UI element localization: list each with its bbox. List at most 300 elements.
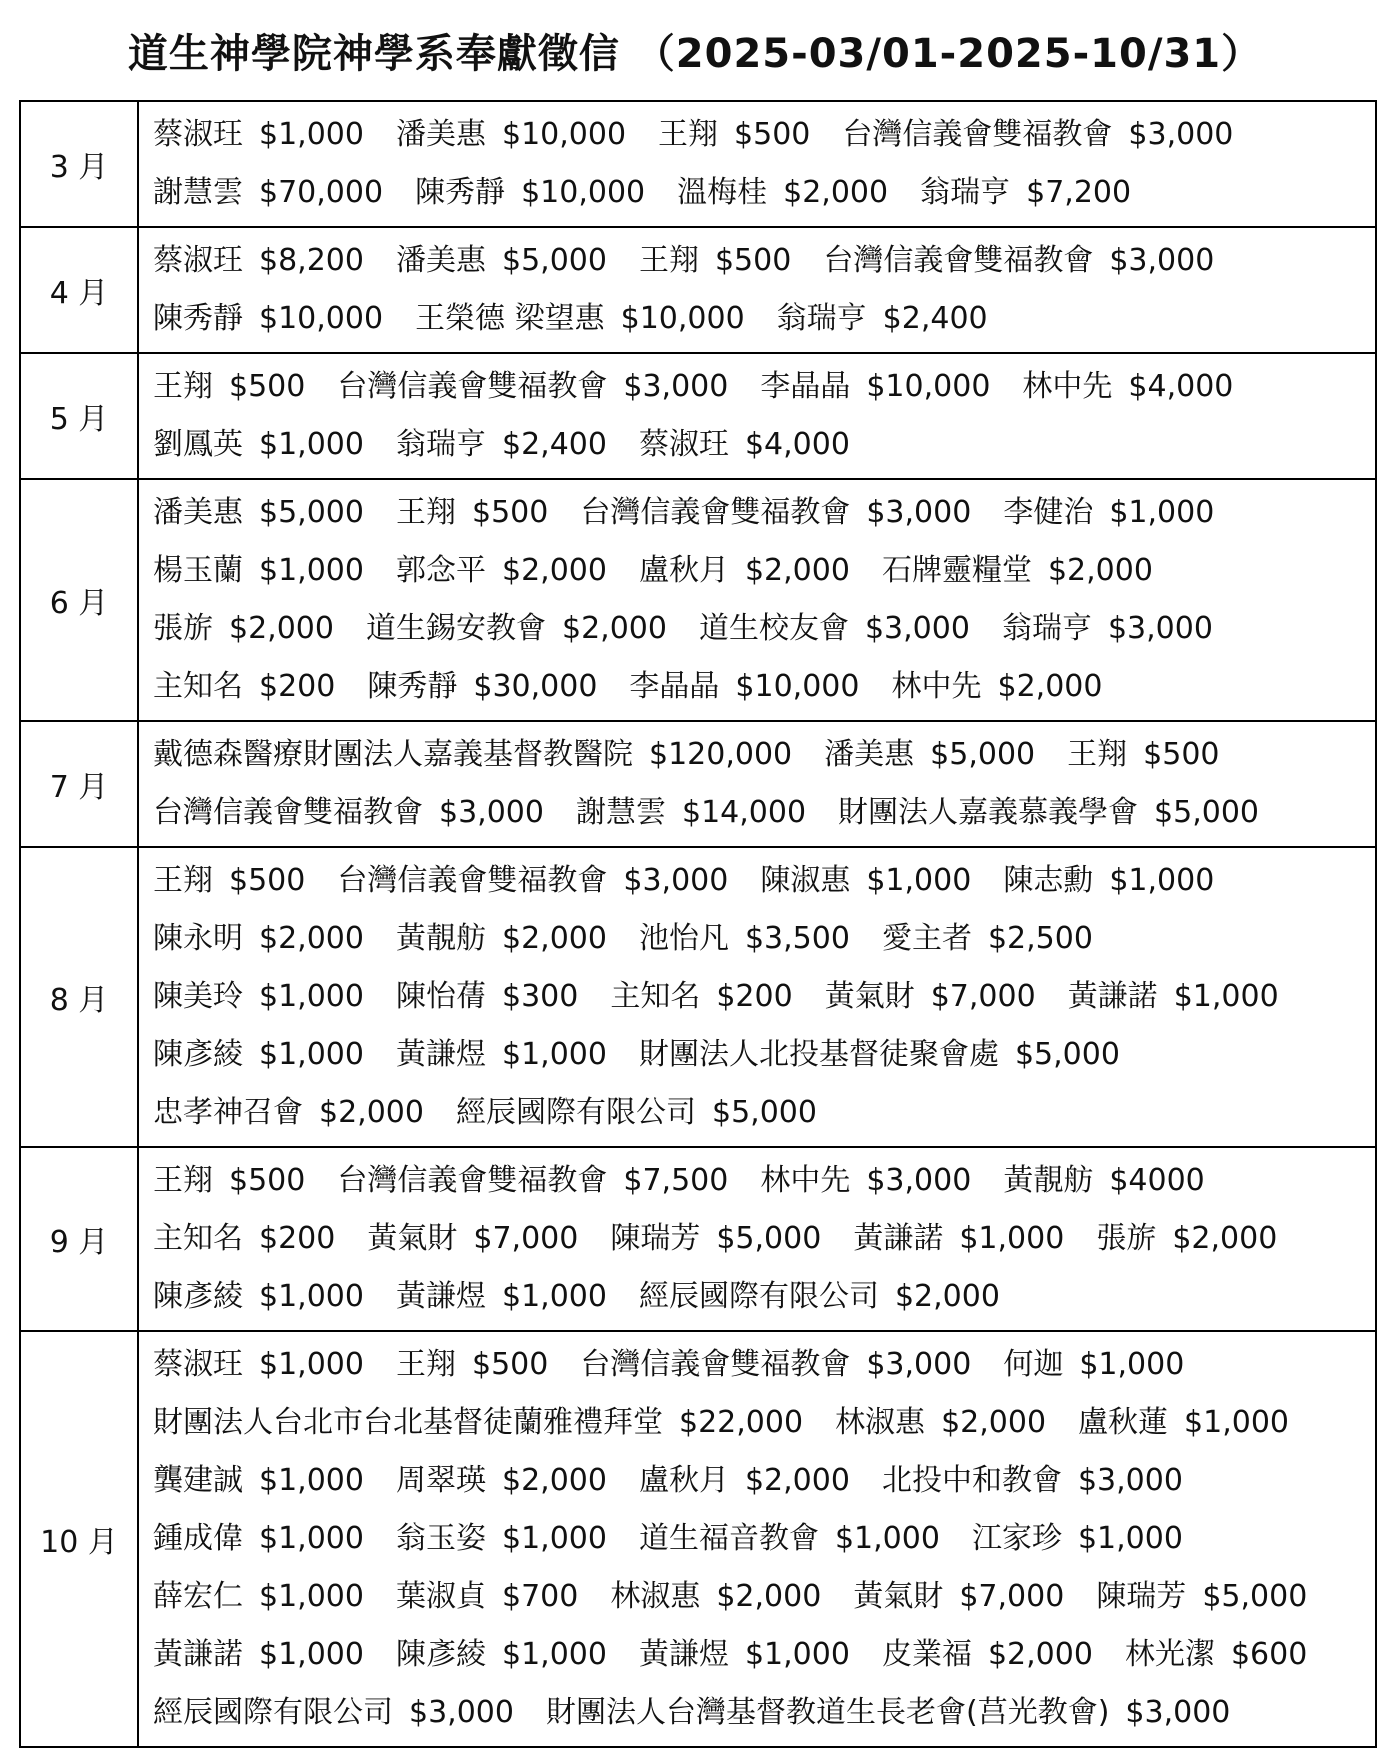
donor-name: 陳志勳 [1003, 863, 1094, 898]
donor-name: 黃謙煜 [395, 1279, 486, 1314]
donor-name: 台灣信義會雙福教會 [580, 1347, 851, 1382]
donation-entry [153, 358, 305, 416]
donation-amount: $7,000 [473, 1221, 579, 1256]
donation-amount: $3,000 [1107, 611, 1213, 646]
donor-name: 翁玉姿 [395, 1521, 486, 1556]
donation-amount: $10,000 [521, 175, 646, 210]
donation-line [153, 232, 1375, 290]
donation-amount: $14,000 [681, 795, 807, 830]
donation-amount: $1,000 [259, 979, 364, 1014]
donation-entry [1003, 852, 1214, 910]
donor-name: 黃謙諾 [1067, 979, 1158, 1014]
donor-name: 黃謙諾 [153, 1637, 243, 1672]
donor-name: 陳瑞芳 [610, 1221, 701, 1256]
donor-name: 楊玉蘭 [153, 553, 243, 588]
donation-entry [153, 106, 364, 164]
donation-entry [153, 1026, 364, 1084]
donation-entry [610, 968, 792, 1026]
donation-entry [153, 910, 364, 968]
donation-entry [153, 290, 383, 348]
donor-name: 李晶晶 [629, 669, 720, 704]
donor-name: 財團法人台灣基督教道生長老會(莒光教會) [545, 1695, 1110, 1730]
donor-name: 台灣信義會雙福教會 [823, 243, 1094, 278]
donation-amount: $1,000 [259, 427, 364, 462]
donation-entry [639, 1626, 850, 1684]
donor-name: 潘美惠 [395, 243, 486, 278]
donor-name: 黃謙諾 [853, 1221, 944, 1256]
donation-amount: $4000 [1109, 1163, 1205, 1198]
donation-amount: $10,000 [620, 301, 745, 336]
donor-name: 主知名 [153, 1221, 243, 1256]
donation-amount: $2,400 [882, 301, 988, 336]
month-row [20, 847, 1376, 1147]
donor-name: 蔡淑玨 [153, 117, 243, 152]
donation-entry [760, 358, 990, 416]
donation-entry [367, 1210, 578, 1268]
donation-entry [153, 1084, 424, 1142]
donation-amount: $7,500 [623, 1163, 729, 1198]
donation-entry [153, 658, 335, 716]
donation-entry [153, 726, 792, 784]
donation-amount: $2,000 [997, 669, 1103, 704]
donation-entry [1022, 358, 1233, 416]
donation-line [153, 1510, 1375, 1568]
donation-entry [153, 600, 334, 658]
donor-name: 王翔 [153, 1163, 213, 1198]
donation-amount: $1,000 [259, 1579, 364, 1614]
donation-amount: $500 [229, 369, 306, 404]
donation-entries [138, 353, 1376, 479]
donor-name: 經辰國際有限公司 [455, 1095, 696, 1130]
donation-entry [853, 1568, 1064, 1626]
donor-name: 池怡凡 [638, 921, 729, 956]
donor-name: 王翔 [1067, 737, 1128, 772]
donation-entry [396, 1336, 548, 1394]
donation-amount: $2,000 [259, 921, 364, 956]
donation-entry [1096, 1568, 1307, 1626]
donation-amount: $10,000 [866, 369, 991, 404]
donation-amount: $1,000 [1079, 1347, 1185, 1382]
month-row [20, 1147, 1376, 1331]
donation-amount: $10,000 [735, 669, 860, 704]
donation-entry [838, 784, 1259, 842]
donation-amount: $500 [229, 863, 306, 898]
donation-amount: $8,200 [259, 243, 364, 278]
donor-name: 翁瑞亨 [920, 175, 1011, 210]
donation-entry [629, 658, 859, 716]
donation-amount: $2,000 [319, 1095, 424, 1130]
donation-entry [1067, 726, 1219, 784]
donation-entry [825, 968, 1036, 1026]
donor-name: 郭念平 [395, 553, 486, 588]
donation-entries [138, 479, 1376, 721]
donation-amount: $1,000 [501, 1037, 607, 1072]
donation-amount: $1,000 [866, 863, 972, 898]
donation-amount: $1,000 [1184, 1405, 1290, 1440]
donation-entry [1003, 1336, 1184, 1394]
donation-amount: $2,000 [783, 175, 889, 210]
donation-amount: $1,000 [259, 553, 364, 588]
donation-entry [396, 1568, 578, 1626]
donation-line [153, 1026, 1375, 1084]
donor-name: 盧秋蓮 [1078, 1405, 1169, 1440]
donation-amount: $30,000 [473, 669, 598, 704]
donor-name: 王翔 [638, 243, 699, 278]
donation-table [19, 100, 1377, 1748]
donation-amount: $7,200 [1026, 175, 1132, 210]
donation-amount: $1,000 [501, 1521, 607, 1556]
donation-entry [153, 232, 364, 290]
donation-entry [610, 1210, 821, 1268]
donor-name: 林中先 [1022, 369, 1113, 404]
donation-entry [153, 852, 305, 910]
donation-entry [677, 164, 888, 222]
donor-name: 陳淑惠 [760, 863, 851, 898]
donation-entry [396, 910, 607, 968]
donation-entry [153, 164, 383, 222]
donation-amount: $1,000 [744, 1637, 850, 1672]
donation-entry [639, 416, 850, 474]
donation-amount: $2,000 [941, 1405, 1047, 1440]
donor-name: 黃靚舫 [1003, 1163, 1094, 1198]
donation-amount: $500 [229, 1163, 306, 1198]
donation-amount: $3,000 [623, 863, 729, 898]
donation-entry [1003, 1152, 1204, 1210]
donor-name: 台灣信義會雙福教會 [337, 369, 608, 404]
donation-amount: $2,400 [501, 427, 607, 462]
donation-amount: $3,000 [439, 795, 544, 830]
donation-line [153, 542, 1375, 600]
donor-name: 蔡淑玨 [153, 243, 243, 278]
donation-amount: $1,000 [959, 1221, 1065, 1256]
donation-entry [580, 484, 971, 542]
donor-name: 盧秋月 [638, 1463, 729, 1498]
donation-entry [1078, 1394, 1289, 1452]
donation-amount: $70,000 [259, 175, 384, 210]
donation-amount: $5,000 [1014, 1037, 1120, 1072]
donation-entry [153, 1336, 364, 1394]
donor-name: 台灣信義會雙福教會 [337, 863, 608, 898]
donation-amount: $5,000 [1202, 1579, 1308, 1614]
donation-amount: $22,000 [679, 1405, 804, 1440]
donation-line [153, 1268, 1375, 1326]
donor-name: 盧秋月 [638, 553, 729, 588]
donation-entry [882, 910, 1093, 968]
donor-name: 黃氣財 [367, 1221, 458, 1256]
donation-entry [153, 1510, 364, 1568]
donation-line [153, 290, 1375, 348]
donor-name: 道生校友會 [698, 611, 849, 646]
donation-entry [1002, 600, 1213, 658]
donation-line [153, 1626, 1375, 1684]
donation-entry [153, 1568, 364, 1626]
donation-entry [824, 726, 1035, 784]
donor-name: 主知名 [153, 669, 243, 704]
donor-name: 謝慧雲 [153, 175, 243, 210]
donor-name: 林淑惠 [835, 1405, 926, 1440]
donor-name: 張旂 [1096, 1221, 1157, 1256]
month-label: 6 月 [20, 479, 138, 721]
donation-amount: $500 [734, 117, 811, 152]
donation-amount: $3,000 [623, 369, 729, 404]
donor-name: 台灣信義會雙福教會 [337, 1163, 608, 1198]
donor-name: 陳秀靜 [415, 175, 506, 210]
donation-entry [396, 484, 548, 542]
donation-amount: $1,000 [259, 1037, 364, 1072]
donation-amount: $1,000 [259, 1347, 364, 1382]
donation-entry [639, 1452, 850, 1510]
donation-entries [138, 1331, 1376, 1747]
donation-amount: $2,000 [1047, 553, 1153, 588]
donation-entry [153, 1268, 364, 1326]
donation-amount: $2,000 [987, 1637, 1093, 1672]
month-row [20, 353, 1376, 479]
donor-name: 江家珍 [971, 1521, 1062, 1556]
month-row [20, 101, 1376, 227]
donor-name: 道生錫安教會 [365, 611, 546, 646]
donation-entry [153, 784, 544, 842]
donation-line [153, 1568, 1375, 1626]
donation-amount: $1,000 [1109, 495, 1215, 530]
donation-entry [835, 1394, 1046, 1452]
donation-entry [699, 600, 970, 658]
donation-amount: $1,000 [259, 117, 364, 152]
donation-amount: $2,000 [744, 1463, 850, 1498]
donation-entry [396, 1626, 607, 1684]
donation-entry [639, 1510, 940, 1568]
donation-amount: $700 [501, 1579, 579, 1614]
month-row [20, 721, 1376, 847]
donation-amount: $3,000 [1125, 1695, 1231, 1730]
donation-entry [576, 784, 806, 842]
donation-entry [337, 358, 728, 416]
donation-entry [1096, 1210, 1277, 1268]
donation-line [153, 968, 1375, 1026]
donation-entry [610, 1568, 821, 1626]
donation-amount: $500 [471, 495, 549, 530]
donor-name: 石牌靈糧堂 [881, 553, 1032, 588]
donation-entry [1003, 484, 1214, 542]
donation-amount: $2,500 [987, 921, 1093, 956]
donor-name: 翁瑞亨 [395, 427, 486, 462]
donation-line [153, 416, 1375, 474]
donor-name: 陳永明 [153, 921, 243, 956]
donation-amount: $2,000 [501, 1463, 607, 1498]
donation-entry [760, 1152, 971, 1210]
donor-name: 財團法人嘉義慕義學會 [838, 795, 1139, 830]
donation-amount: $600 [1230, 1637, 1308, 1672]
donation-entry [396, 416, 607, 474]
donor-name: 薛宏仁 [153, 1579, 243, 1614]
donation-amount: $3,000 [1128, 117, 1234, 152]
donation-line [153, 484, 1375, 542]
donation-amount: $120,000 [649, 737, 793, 772]
donor-name: 台灣信義會雙福教會 [580, 495, 851, 530]
donation-entry [456, 1084, 817, 1142]
donation-line [153, 784, 1375, 842]
donation-line [153, 106, 1375, 164]
donor-name: 何迦 [1003, 1347, 1064, 1382]
donor-name: 主知名 [610, 979, 701, 1014]
donation-amount: $3,000 [1109, 243, 1215, 278]
donation-entry [658, 106, 810, 164]
donor-name: 林中先 [760, 1163, 851, 1198]
donor-name: 王榮德 梁望惠 [415, 301, 605, 336]
donor-name: 李晶晶 [760, 369, 851, 404]
donation-entries [138, 101, 1376, 227]
donation-line [153, 726, 1375, 784]
donation-amount: $1,000 [259, 1521, 364, 1556]
donation-amount: $3,000 [409, 1695, 514, 1730]
donation-table-body [20, 101, 1376, 1747]
donation-amount: $5,000 [716, 1221, 822, 1256]
donor-name: 陳美玲 [153, 979, 243, 1014]
donation-entry [337, 1152, 728, 1210]
donation-entry [153, 1152, 305, 1210]
donation-amount: $10,000 [259, 301, 384, 336]
donor-name: 劉鳳英 [153, 427, 243, 462]
donation-amount: $3,000 [864, 611, 970, 646]
donation-entry [415, 290, 745, 348]
donation-entry [972, 1510, 1183, 1568]
donation-amount: $1,000 [259, 1463, 364, 1498]
donor-name: 李健治 [1003, 495, 1094, 530]
donation-entry [639, 232, 791, 290]
donor-name: 陳秀靜 [367, 669, 458, 704]
donation-amount: $3,000 [1077, 1463, 1183, 1498]
donation-amount: $4,000 [744, 427, 850, 462]
donor-name: 陳瑞芳 [1096, 1579, 1187, 1614]
donation-line [153, 1452, 1375, 1510]
donation-line [153, 600, 1375, 658]
donation-entry [153, 484, 364, 542]
donation-entries [138, 1147, 1376, 1331]
donation-amount: $2,000 [501, 553, 607, 588]
donation-entry [367, 658, 597, 716]
donation-amount: $500 [471, 1347, 549, 1382]
donation-line [153, 910, 1375, 968]
month-label: 7 月 [20, 721, 138, 847]
donation-entry [396, 106, 626, 164]
donor-name: 台灣信義會雙福教會 [153, 795, 423, 830]
donor-name: 潘美惠 [395, 117, 486, 152]
donor-name: 周翠瑛 [395, 1463, 486, 1498]
donation-amount: $2,000 [561, 611, 667, 646]
donation-entries [138, 721, 1376, 847]
donation-amount: $3,000 [866, 1347, 972, 1382]
donation-entry [853, 1210, 1064, 1268]
donation-line [153, 358, 1375, 416]
donation-amount: $500 [1143, 737, 1220, 772]
donation-amount: $1,000 [501, 1637, 607, 1672]
donation-amount: $2,000 [501, 921, 607, 956]
donation-amount: $1,000 [501, 1279, 607, 1314]
donation-amount: $1,000 [834, 1521, 940, 1556]
donation-amount: $5,000 [501, 243, 607, 278]
donation-entry [639, 910, 850, 968]
donor-name: 龔建誠 [153, 1463, 243, 1498]
month-label: 9 月 [20, 1147, 138, 1331]
donor-name: 經辰國際有限公司 [153, 1695, 393, 1730]
donation-amount: $2,000 [894, 1279, 1000, 1314]
donor-name: 王翔 [153, 863, 213, 898]
donation-entry [337, 852, 728, 910]
donation-entry [153, 1394, 803, 1452]
donation-entry [891, 658, 1102, 716]
donation-entry [366, 600, 667, 658]
donation-amount: $7,000 [959, 1579, 1065, 1614]
donation-entry [396, 1510, 607, 1568]
donor-name: 戴德森醫療財團法人嘉義基督教醫院 [153, 737, 633, 772]
donation-entry [580, 1336, 971, 1394]
donor-name: 王翔 [395, 495, 456, 530]
donor-name: 翁瑞亨 [1001, 611, 1092, 646]
donor-name: 溫梅桂 [677, 175, 768, 210]
donation-amount: $2,000 [744, 553, 850, 588]
donation-entry [153, 1210, 335, 1268]
donor-name: 王翔 [395, 1347, 456, 1382]
donation-amount: $5,000 [930, 737, 1036, 772]
donation-line [153, 658, 1375, 716]
donation-amount: $1,000 [259, 1279, 364, 1314]
donor-name: 蔡淑玨 [638, 427, 729, 462]
donation-amount: $2,000 [716, 1579, 822, 1614]
donation-amount: $5,000 [711, 1095, 817, 1130]
donor-name: 蔡淑玨 [153, 1347, 243, 1382]
donation-entry [396, 1026, 607, 1084]
donation-amount: $3,000 [866, 1163, 972, 1198]
donor-name: 王翔 [658, 117, 719, 152]
donor-name: 林中先 [891, 669, 982, 704]
month-label: 10 月 [20, 1331, 138, 1747]
month-label: 4 月 [20, 227, 138, 353]
donation-amount: $1,000 [1109, 863, 1215, 898]
donor-name: 潘美惠 [824, 737, 915, 772]
donation-entry [777, 290, 988, 348]
month-row [20, 479, 1376, 721]
donation-entry [153, 542, 364, 600]
donor-name: 黃謙煜 [638, 1637, 729, 1672]
month-row [20, 1331, 1376, 1747]
donation-entry [882, 1626, 1093, 1684]
donor-name: 財團法人北投基督徒聚會處 [638, 1037, 999, 1072]
donation-amount: $500 [714, 243, 792, 278]
donation-entries [138, 227, 1376, 353]
month-label: 5 月 [20, 353, 138, 479]
donation-entry [1125, 1626, 1307, 1684]
donor-name: 林淑惠 [610, 1579, 701, 1614]
donation-entry [639, 1026, 1120, 1084]
donation-line [153, 1152, 1375, 1210]
donation-entry [153, 968, 364, 1026]
donation-amount: $3,500 [744, 921, 850, 956]
donation-entry [153, 1452, 364, 1510]
page-title: 道生神學院神學系奉獻徵信 （2025-03/01-2025-10/31） [127, 31, 1263, 77]
donor-name: 忠孝神召會 [153, 1095, 303, 1130]
donation-line [153, 1084, 1375, 1142]
month-label: 3 月 [20, 101, 138, 227]
donor-name: 陳彥綾 [395, 1637, 486, 1672]
donation-amount: $2,000 [1172, 1221, 1278, 1256]
donor-name: 陳彥綾 [153, 1037, 243, 1072]
donor-name: 財團法人台北市台北基督徒蘭雅禮拜堂 [153, 1405, 663, 1440]
month-row [20, 227, 1376, 353]
donation-amount: $200 [259, 1221, 336, 1256]
donor-name: 道生福音教會 [638, 1521, 819, 1556]
donation-entry [153, 1626, 364, 1684]
donation-amount: $3,000 [866, 495, 972, 530]
donation-amount: $1,000 [1173, 979, 1279, 1014]
